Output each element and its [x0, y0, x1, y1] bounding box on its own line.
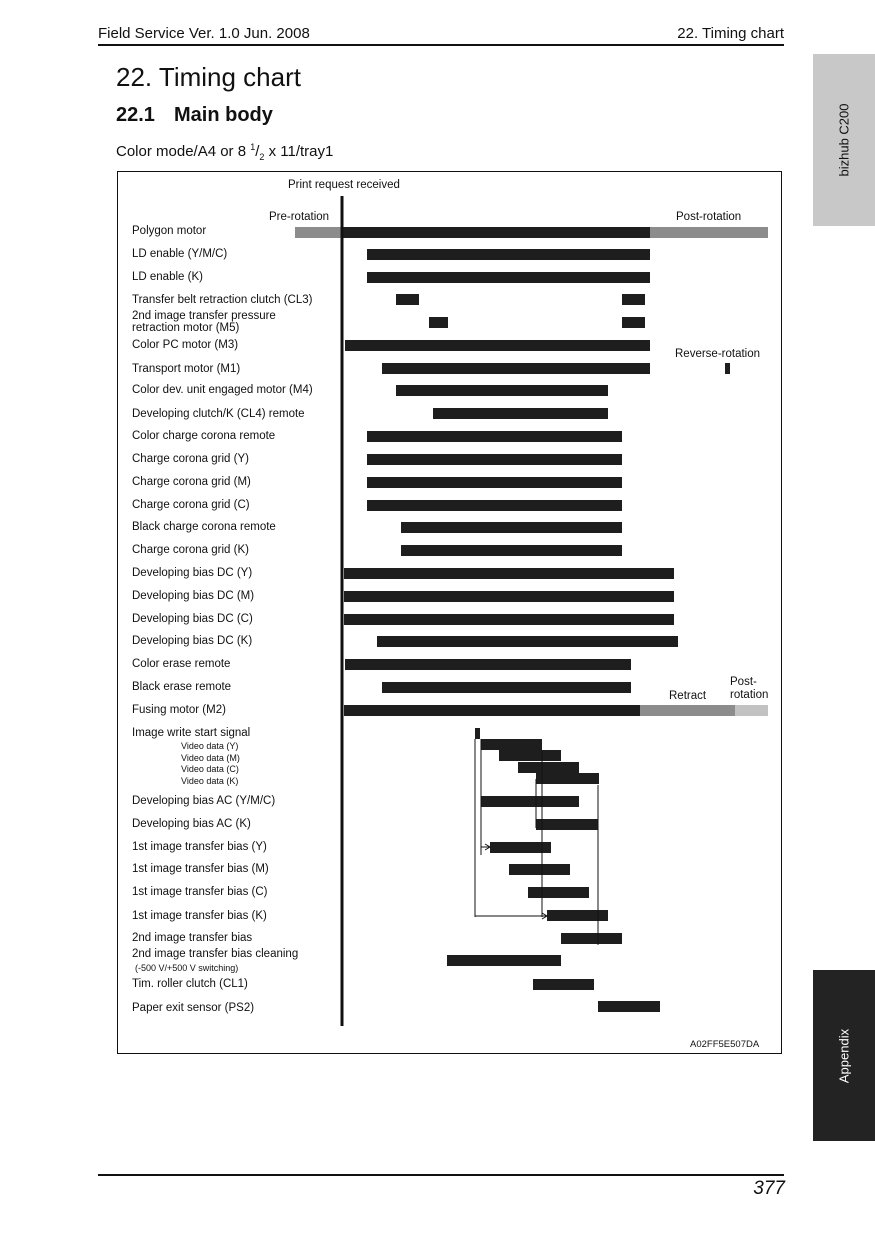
signal-label: Charge corona grid (M): [132, 476, 251, 488]
signal-label: (-500 V/+500 V switching): [135, 963, 239, 973]
mode-text-post: x 11/tray1: [264, 143, 334, 160]
timing-bar: [396, 294, 419, 305]
timing-bar: [382, 682, 631, 693]
retract-label: Retract: [669, 690, 707, 702]
signal-label: 1st image transfer bias (C): [132, 886, 268, 898]
timing-bar: [396, 385, 608, 396]
timing-bar: [528, 887, 589, 898]
appendix-tab-label: Appendix: [836, 1028, 852, 1083]
timing-bar: [344, 568, 674, 579]
timing-bar: [518, 762, 579, 773]
timing-bar: [499, 750, 561, 761]
page-number: 377: [753, 1178, 785, 1199]
signal-label: Paper exit sensor (PS2): [132, 1002, 255, 1014]
post-rotation-bar: [650, 227, 768, 238]
signal-label: Developing bias DC (K): [132, 635, 253, 647]
signal-label: 2nd image transfer bias: [132, 932, 253, 944]
timing-bar: [536, 819, 598, 830]
signal-label: Video data (C): [181, 764, 239, 774]
signal-label: Charge corona grid (Y): [132, 453, 249, 465]
retract-bar: [640, 705, 735, 716]
timing-bar: [367, 249, 650, 260]
signal-label: 2nd image transfer pressure: [132, 310, 276, 322]
signal-label: 1st image transfer bias (K): [132, 910, 267, 922]
timing-bar: [547, 910, 608, 921]
timing-bar: [475, 728, 480, 739]
timing-bar: [367, 272, 650, 283]
signal-label: Charge corona grid (C): [132, 499, 250, 511]
signal-label: Color PC motor (M3): [132, 339, 239, 351]
signal-label: Charge corona grid (K): [132, 544, 249, 556]
timing-bar: [382, 363, 650, 374]
timing-bar: [345, 340, 650, 351]
mode-text-pre: Color mode/A4 or 8: [116, 143, 251, 160]
post-rotation-2b-label: rotation: [730, 689, 769, 701]
timing-bar: [509, 864, 570, 875]
signal-label: Video data (Y): [181, 741, 239, 751]
signal-label: Transfer belt retraction clutch (CL3): [132, 294, 313, 306]
timing-bar: [367, 477, 622, 488]
mode-sub: 2: [259, 152, 265, 162]
signal-label: Developing clutch/K (CL4) remote: [132, 408, 305, 420]
signal-label: Polygon motor: [132, 225, 207, 237]
signal-label: Video data (M): [181, 753, 240, 763]
signal-label: Developing bias DC (Y): [132, 567, 253, 579]
timing-bar: [561, 933, 622, 944]
timing-bar: [345, 659, 631, 670]
timing-bar: [481, 796, 579, 807]
timing-bar: [344, 614, 674, 625]
pre-rotation-label: Pre-rotation: [269, 211, 330, 223]
signal-label: Developing bias AC (Y/M/C): [132, 795, 276, 807]
signal-label: 2nd image transfer bias cleaning: [132, 948, 299, 960]
post-rotation-2a-label: Post-: [730, 676, 757, 688]
timing-bar: [344, 591, 674, 602]
reverse-rotation-bar: [725, 363, 730, 374]
signal-label: retraction motor (M5): [132, 322, 240, 334]
mode-sup: 1: [250, 142, 256, 152]
pre-rotation-bar: [295, 227, 342, 238]
signal-label: Color erase remote: [132, 658, 231, 670]
timing-bar: [342, 227, 650, 238]
signal-label: Color dev. unit engaged motor (M4): [132, 384, 313, 396]
signal-label: Black erase remote: [132, 681, 232, 693]
section-number: 22.1: [116, 104, 155, 126]
timing-bar: [401, 545, 622, 556]
signal-label: Tim. roller clutch (CL1): [132, 978, 248, 990]
model-tab-label: bizhub C200: [836, 103, 852, 177]
timing-bar: [598, 1001, 660, 1012]
footer-rule: [98, 1174, 784, 1176]
post-rotation-bar: [735, 705, 768, 716]
signal-label: Fusing motor (M2): [132, 704, 226, 716]
timing-bar: [536, 773, 599, 784]
signal-label: Video data (K): [181, 776, 239, 786]
signal-label: Color charge corona remote: [132, 430, 276, 442]
timing-bar: [401, 522, 622, 533]
post-rotation-label: Post-rotation: [676, 211, 742, 223]
signal-label: Developing bias DC (C): [132, 613, 253, 625]
timing-bar: [367, 454, 622, 465]
timing-bar: [433, 408, 608, 419]
signal-label: Developing bias AC (K): [132, 818, 251, 830]
print-request-label: Print request received: [288, 179, 400, 191]
chart-code: A02FF5E507DA: [690, 1039, 760, 1050]
timing-bar: [367, 431, 622, 442]
signal-label: LD enable (K): [132, 271, 203, 283]
signal-label: LD enable (Y/M/C): [132, 248, 228, 260]
timing-bar: [447, 955, 561, 966]
timing-bar: [367, 500, 622, 511]
page-title: 22. Timing chart: [116, 62, 301, 92]
signal-label: 1st image transfer bias (M): [132, 863, 269, 875]
timing-bar: [622, 294, 645, 305]
reverse-rotation-label: Reverse-rotation: [675, 348, 761, 360]
header-left: Field Service Ver. 1.0 Jun. 2008: [98, 25, 310, 42]
timing-bar: [429, 317, 448, 328]
mode-slash: /: [255, 143, 260, 160]
timing-bar: [481, 739, 542, 750]
signal-label: 1st image transfer bias (Y): [132, 841, 267, 853]
signal-label: Transport motor (M1): [132, 363, 241, 375]
timing-bar: [533, 979, 594, 990]
section-title: Main body: [174, 104, 273, 126]
signal-label: Image write start signal: [132, 727, 251, 739]
timing-bar: [344, 705, 640, 716]
header-right: 22. Timing chart: [677, 25, 784, 42]
signal-label: Developing bias DC (M): [132, 590, 255, 602]
signal-label: Black charge corona remote: [132, 521, 276, 533]
timing-bar: [622, 317, 645, 328]
timing-bar: [377, 636, 678, 647]
